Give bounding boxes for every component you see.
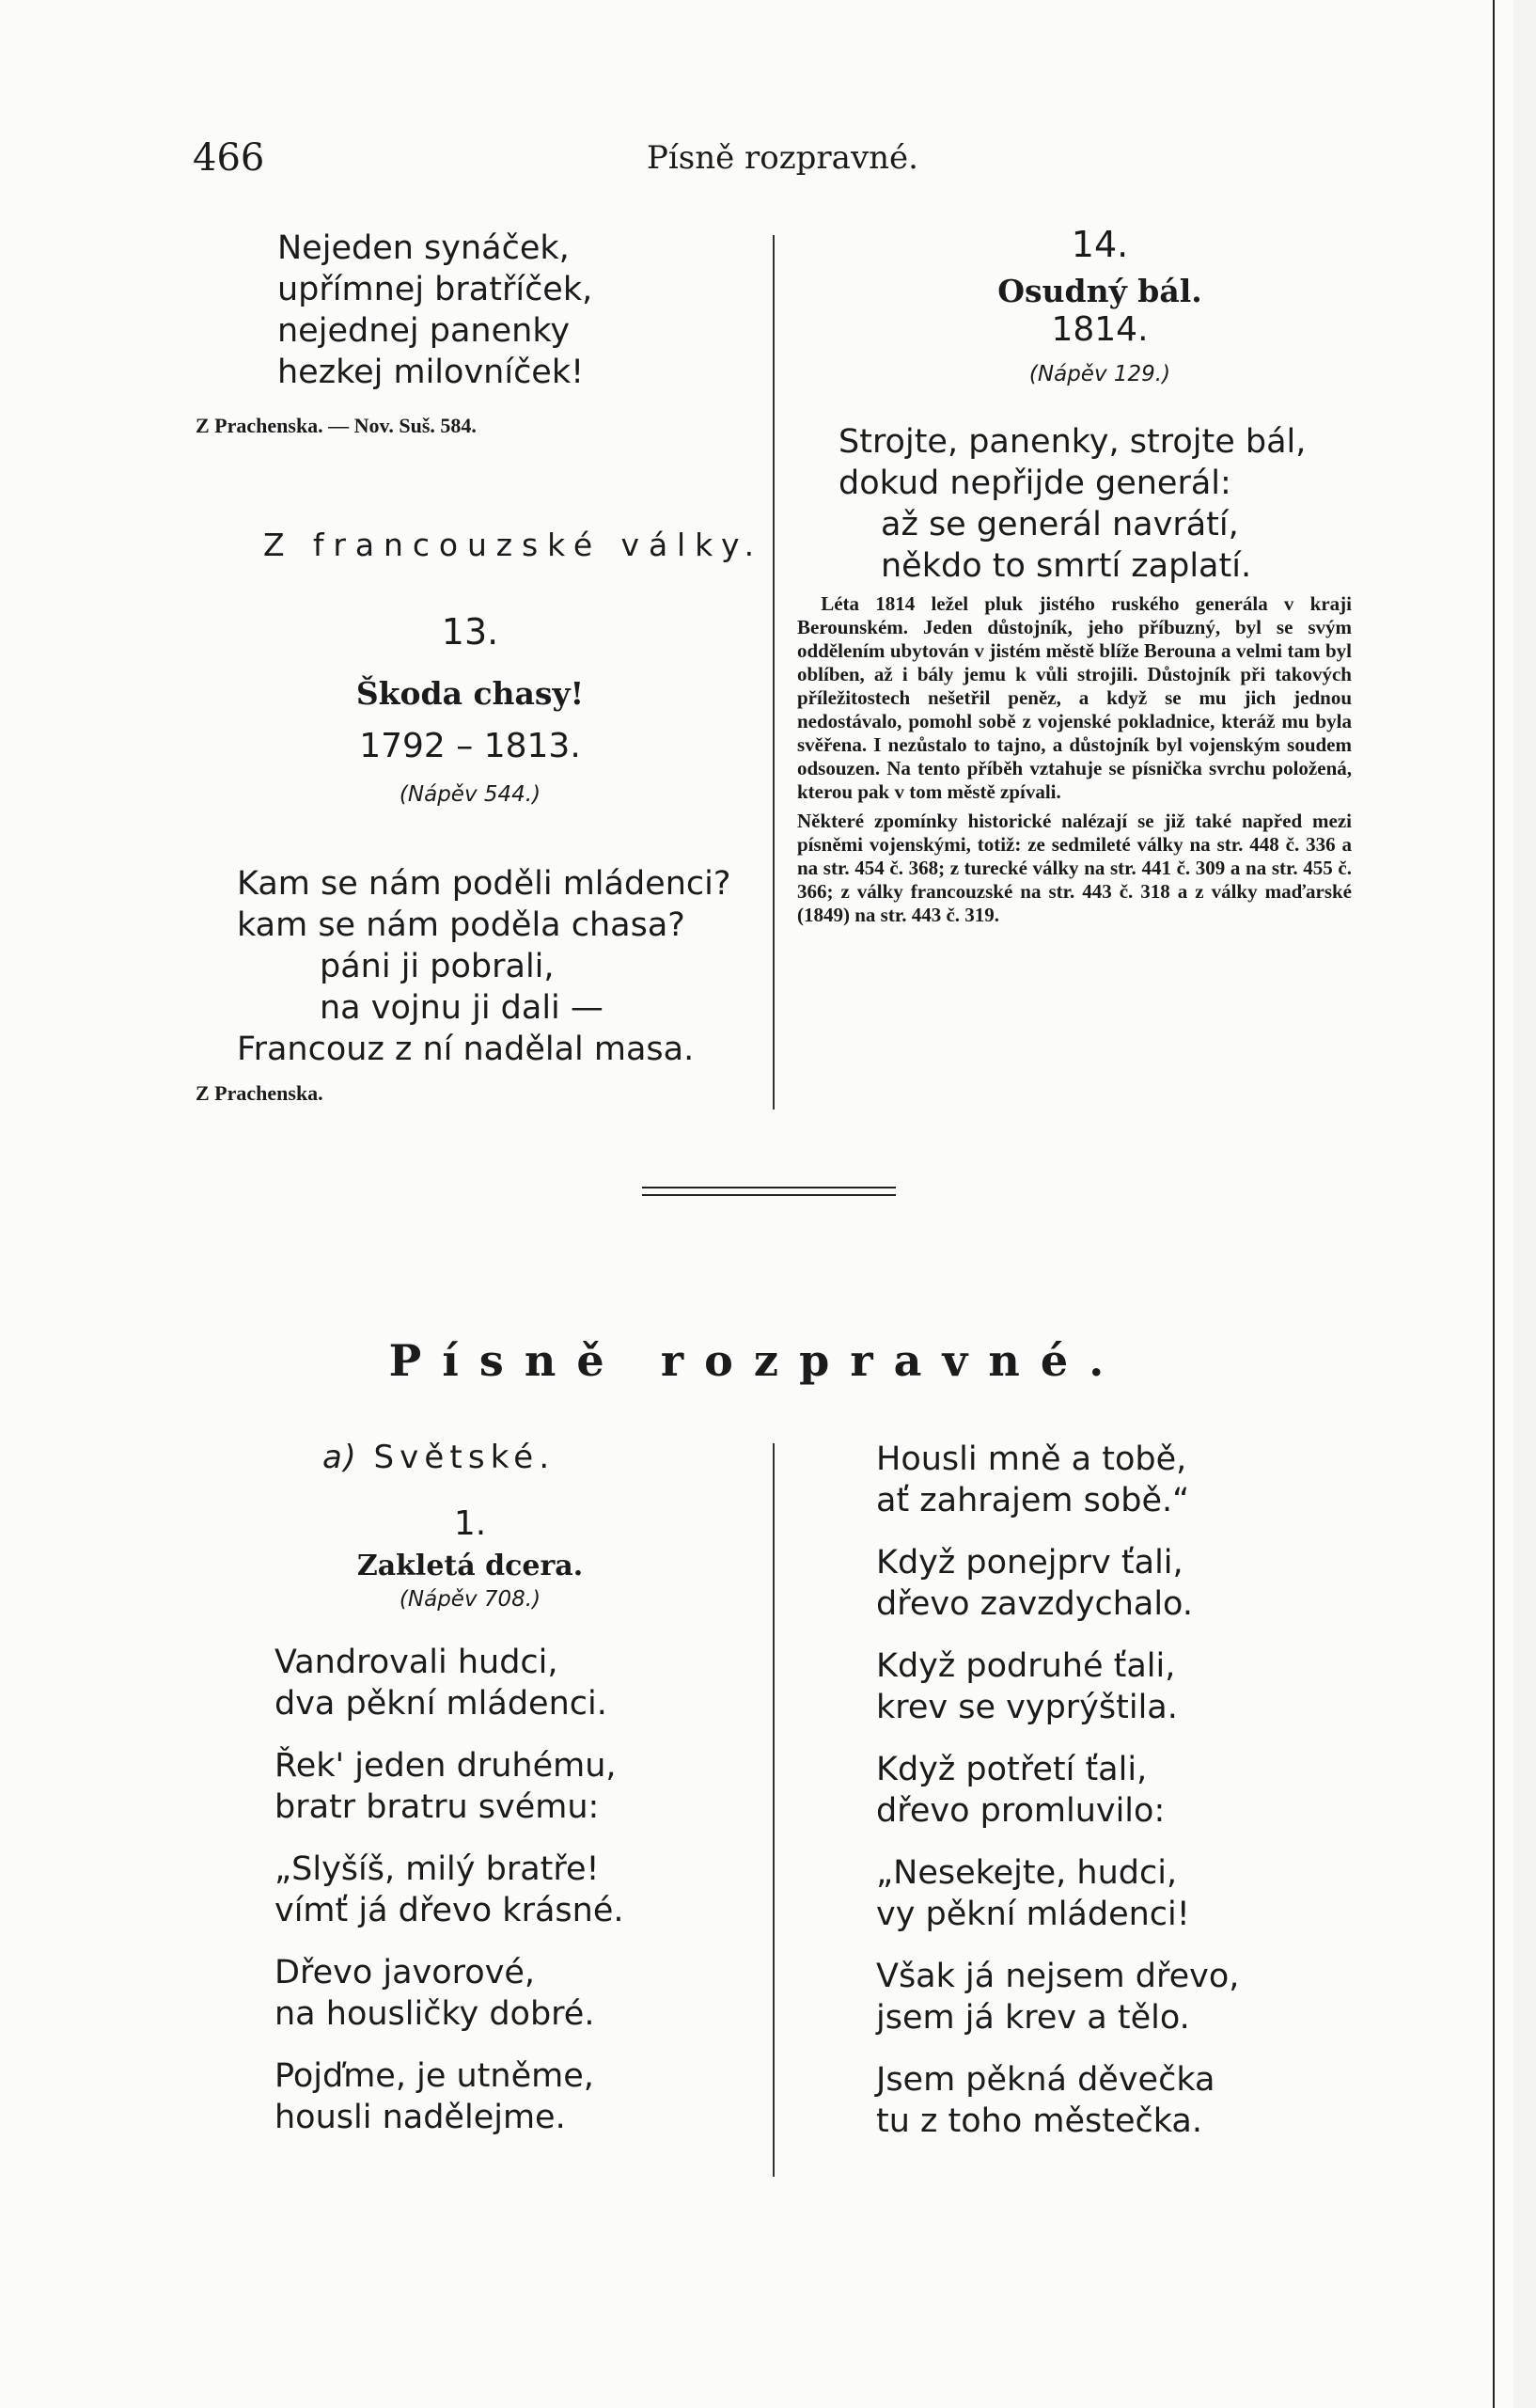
verse-line: vímť já dřevo krásné. <box>274 1892 624 1929</box>
verse-line: kam se nám poděla chasa? <box>237 906 685 944</box>
verse-line: Strojte, panenky, strojte bál, <box>839 423 1307 461</box>
section-label: a) <box>322 1439 358 1476</box>
stanza <box>876 1542 1239 1625</box>
verse-line: Kam se nám poděli mládenci? <box>237 865 731 903</box>
verse-song1-right <box>876 1439 1239 2163</box>
verse-line: Francouz z ní nadělal masa. <box>237 1031 695 1068</box>
song-years: 1792 – 1813. <box>359 727 581 765</box>
verse-line: Když podruhé ťali, <box>876 1647 1176 1685</box>
stanza <box>876 1956 1239 2038</box>
verse-line: Když ponejprv ťali, <box>876 1544 1183 1582</box>
verse-line: dokud nepřijde generál: <box>839 464 1231 502</box>
note-paragraph: Léta 1814 ležel pluk jistého ruského generála v kraji Berounském. Jeden důstojník, jeho příbuzný, byl se svým oddělením ubytován v jistém městě blíže Berouna a velmi tam byl oblíben, až i bály jemu k vůli strojili. Důstojník při takových příležitostech nešetřil peněz, a když se mu jich jednou nedostávalo, pomohl sobě z vojenské pokladnice, kteráž mu byla svěřena. I nezůstalo to tajno, a důstojník byl vojenským soudem odsouzen. Na tento příběh vztahuje se písnička svrchu položená, kterou pak v tom městě zpívali. <box>797 592 1352 803</box>
verse-line: dřevo promluvilo: <box>876 1792 1166 1830</box>
section-title: Světské. <box>373 1439 556 1476</box>
column-divider <box>773 1443 775 2177</box>
verse-line: Jsem pěkná děvečka <box>876 2061 1215 2099</box>
verse-line: Řek' jeden druhému, <box>274 1747 617 1785</box>
part-title: Písně rozpravné. <box>388 1335 1125 1386</box>
verse-line: na vojnu ji dali — <box>320 989 603 1027</box>
song-year: 1814. <box>1051 310 1149 349</box>
verse-line: housli nadělejme. <box>274 2099 566 2136</box>
verse-song13 <box>237 863 730 1070</box>
verse-line: hezkej milovníček! <box>277 354 585 391</box>
verse-line: Pojďme, je utněme, <box>274 2057 594 2095</box>
tune-reference: (Nápěv 129.) <box>1028 362 1171 386</box>
verse-line: až se generál navrátí, <box>881 506 1239 543</box>
verse-line: dřevo zavzdychalo. <box>876 1585 1193 1623</box>
stanza <box>274 1952 623 2035</box>
verse-line: Housli mně a tobě, <box>876 1440 1187 1478</box>
stanza <box>274 2055 623 2138</box>
verse-line: ať zahrajem sobě.“ <box>876 1482 1190 1519</box>
stanza <box>876 1439 1239 1521</box>
verse-line: Však já nejsem dřevo, <box>876 1958 1240 1995</box>
verse-song1-left <box>274 1642 623 2159</box>
song-number: 14. <box>1071 224 1129 265</box>
verse-line: „Nesekejte, hudci, <box>876 1854 1178 1892</box>
verse-line: Když potřetí ťali, <box>876 1751 1148 1788</box>
stanza <box>274 1642 623 1724</box>
stanza <box>876 1749 1239 1832</box>
verse-line: bratr bratru svému: <box>274 1788 600 1826</box>
double-rule-separator <box>642 1187 896 1202</box>
verse-line: páni ji pobrali, <box>320 948 555 985</box>
song-number: 13. <box>441 611 499 653</box>
verse-line: nejednej panenky <box>277 312 571 350</box>
verse-line: upřímnej bratříček, <box>277 271 593 308</box>
historical-note <box>797 592 1352 927</box>
verse-left-top <box>277 228 592 393</box>
verse-line: krev se vyprýštila. <box>876 1689 1178 1726</box>
verse-song14 <box>839 421 1306 587</box>
verse-line: jsem já krev a tělo. <box>876 1999 1190 2037</box>
song-title: Osudný bál. <box>997 273 1202 309</box>
running-title: Písně rozpravné. <box>647 139 918 177</box>
section-heading <box>322 1439 555 1476</box>
verse-line: „Slyšíš, milý bratře! <box>274 1850 600 1888</box>
stanza <box>876 2059 1239 2142</box>
source-citation: Z Prachenska. — Nov. Suš. 584. <box>196 414 477 437</box>
source-citation: Z Prachenska. <box>196 1081 323 1105</box>
song-title: Škoda chasy! <box>355 675 585 712</box>
section-heading: Z francouzské války. <box>263 527 764 563</box>
stanza <box>876 1852 1239 1935</box>
verse-line: tu z toho městečka. <box>876 2102 1202 2140</box>
column-divider <box>773 235 775 1110</box>
verse-line: Nejeden synáček, <box>277 229 570 267</box>
page-number: 466 <box>193 136 265 180</box>
verse-line: někdo to smrtí zaplatí. <box>881 547 1252 585</box>
verse-line: vy pěkní mládenci! <box>876 1896 1190 1933</box>
stanza <box>274 1745 623 1828</box>
verse-line: Vandrovali hudci, <box>274 1644 558 1681</box>
note-paragraph: Některé zpomínky historické nalézají se již také napřed mezi písněmi vojenskými, totiž: ze sedmileté války na str. 448 č. 336 a na str. 454 č. 368; z turecké války na str. 441 č. 309 a na str. 455 č. 366; z války francouzské na str. 443 č. 318 a z války maďarské (1849) na str. 443 č. 319. <box>797 810 1352 926</box>
stanza <box>876 1645 1239 1728</box>
verse-line: Dřevo javorové, <box>274 1954 536 1991</box>
stanza <box>274 1849 623 1931</box>
song-number: 1. <box>453 1504 487 1543</box>
verse-line: dva pěkní mládenci. <box>274 1685 607 1723</box>
tune-reference: (Nápěv 708.) <box>399 1587 541 1612</box>
song-title: Zakletá dcera. <box>356 1550 584 1582</box>
tune-reference: (Nápěv 544.) <box>399 782 541 807</box>
page-edge-line <box>1493 0 1495 2408</box>
verse-line: na housličky dobré. <box>274 1995 595 2033</box>
